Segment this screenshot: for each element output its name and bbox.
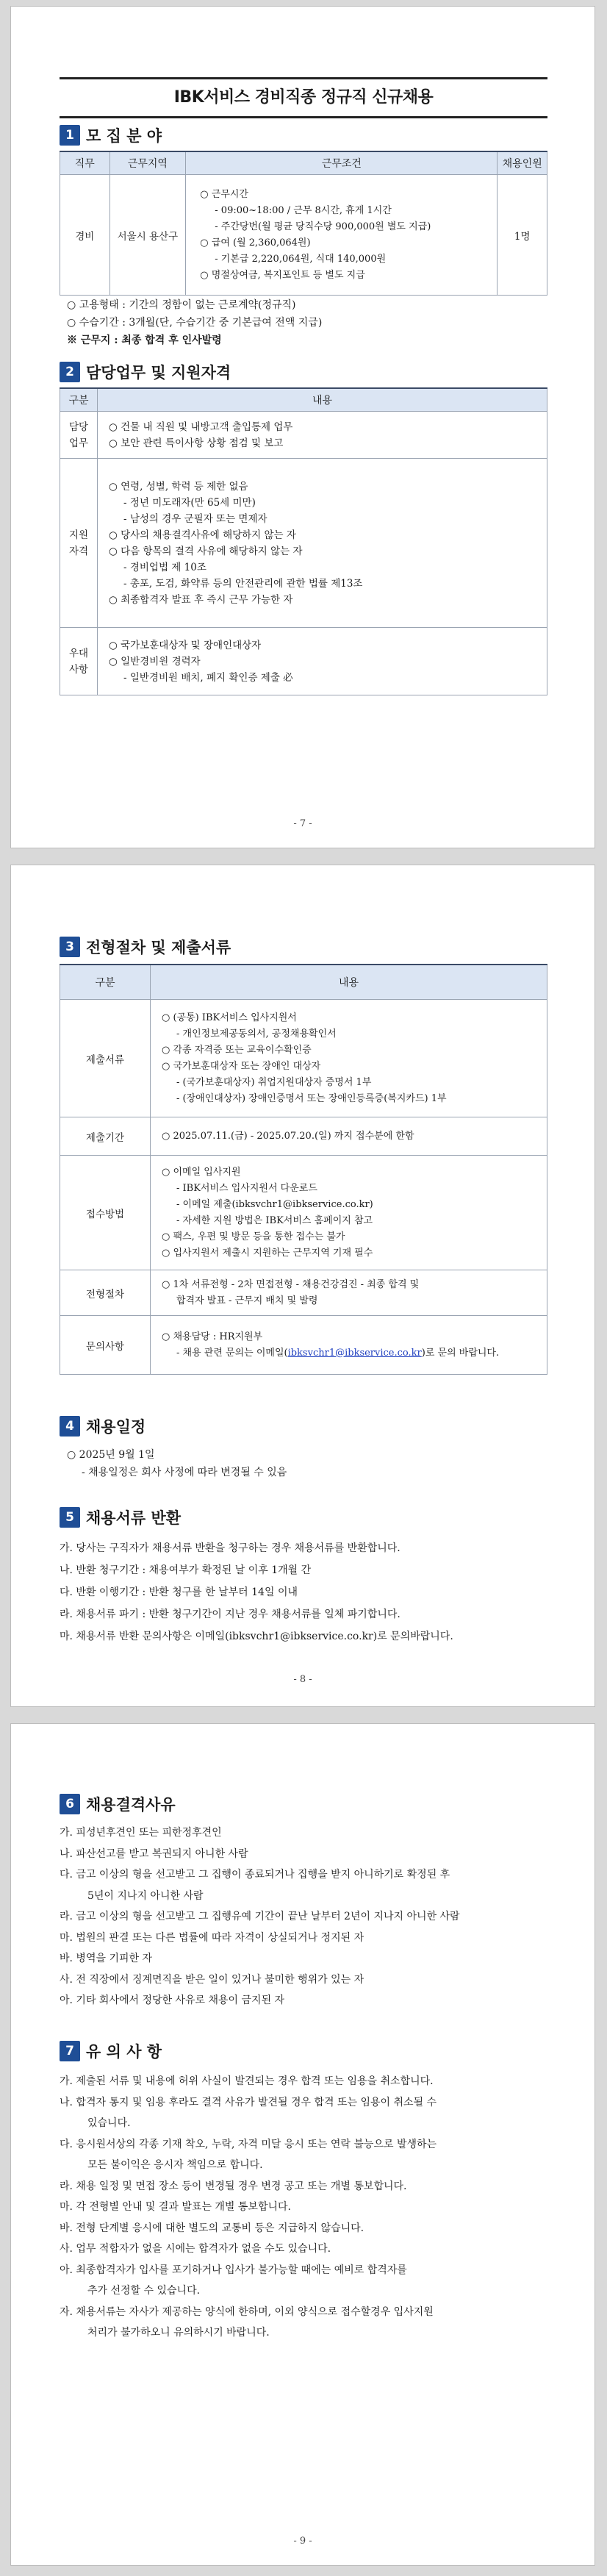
- qualification-line: - 총포, 도검, 화약류 등의 안전관리에 관한 법률 제13조: [123, 577, 363, 590]
- table-header: 구분: [60, 965, 151, 1000]
- content-line: ○ 1차 서류전형 - 2차 면접전형 - 채용건강검진 - 최종 합격 및: [162, 1278, 420, 1290]
- document-page-9: [10, 1723, 595, 2566]
- section-number-badge: 2: [60, 362, 80, 382]
- job-cell: 경비: [60, 175, 110, 296]
- list-item: 가. 제출된 서류 및 내용에 허위 사실이 발견되는 경우 합격 또는 임용을 취소합니다.: [60, 2075, 434, 2087]
- section-heading-document-return: [60, 1505, 181, 1530]
- list-item: 라. 채용 일정 및 면접 장소 등이 변경될 경우 변경 공고 또는 개별 통보합니다.: [60, 2180, 407, 2192]
- row-label: 제출기간: [60, 1117, 151, 1156]
- list-item: 나. 파산선고를 받고 복권되지 아니한 사람: [60, 1847, 248, 1860]
- duty-line: ○ 건물 내 직원 및 내방고객 출입통제 업무: [109, 421, 293, 433]
- page-number: - 8 -: [293, 1674, 312, 1685]
- schedule-line: ○ 2025년 9월 1일: [67, 1449, 155, 1461]
- preference-line: ○ 국가보훈대상자 및 장애인대상자: [109, 639, 262, 651]
- content-line: - 개인정보제공동의서, 공정채용확인서: [176, 1028, 337, 1040]
- table-header: 근무지역: [109, 151, 186, 175]
- qualification-label-cell: [60, 459, 98, 628]
- label-line: 사항: [68, 663, 89, 676]
- label-line: 지원: [68, 529, 89, 541]
- section-heading-recruit-field: [60, 123, 162, 148]
- content-line: ○ 각종 자격증 또는 교육이수확인증: [162, 1044, 312, 1056]
- row-label: 제출서류: [60, 1000, 151, 1117]
- section-number-badge: 3: [60, 937, 80, 957]
- document-title: IBK서비스 경비직종 정규직 신규채용: [60, 77, 547, 118]
- contact-email-link[interactable]: ibksvchr1@ibkservice.co.kr: [287, 1347, 422, 1359]
- section-title: 채용결격사유: [86, 1796, 176, 1814]
- table-header: 근무조건: [186, 151, 498, 175]
- qualification-line: ○ 당사의 채용결격사유에 해당하지 않는 자: [109, 529, 296, 541]
- content-line: - 자세한 지원 방법은 IBK서비스 홈페이지 참고: [176, 1214, 373, 1226]
- conditions-cell: [186, 175, 498, 296]
- list-item: 사. 전 직장에서 징계면직을 받은 일이 있거나 불미한 행위가 있는 자: [60, 1973, 364, 1986]
- headcount-cell: 1명: [498, 175, 547, 296]
- document-return-list: [60, 1537, 552, 1647]
- section-title: 채용일정: [86, 1418, 146, 1436]
- qualification-content-cell: [98, 459, 547, 628]
- content-line: ○ 2025.07.11.(금) - 2025.07.20.(일) 까지 접수분에 한함: [162, 1130, 414, 1142]
- list-item: 바. 병역을 기피한 자: [60, 1953, 152, 1964]
- list-item: 사. 업무 적합자가 없을 시에는 합격자가 없을 수도 있습니다.: [60, 2243, 331, 2255]
- process-documents-table: [60, 964, 547, 1375]
- duty-content-cell: [98, 412, 547, 459]
- condition-line: - 주간당번(월 평균 당직수당 900,000원 별도 지급): [215, 221, 431, 232]
- preference-line: - 일반경비원 배치, 폐지 확인증 제출 必: [123, 671, 293, 684]
- condition-line: - 09:00~18:00 / 근무 8시간, 휴게 1시간: [215, 204, 392, 216]
- qualification-line: ○ 연령, 성별, 학력 등 제한 없음: [109, 480, 248, 493]
- section-title: 담당업무 및 지원자격: [86, 364, 231, 382]
- section-heading-disqualification: [60, 1792, 176, 1817]
- table-header: 내용: [151, 965, 547, 1000]
- content-line: - (장애인대상자) 장애인증명서 또는 장애인등록증(복지카드) 1부: [176, 1092, 447, 1104]
- qualification-line: ○ 최종합격자 발표 후 즉시 근무 가능한 자: [109, 593, 293, 606]
- list-item: 나. 반환 청구기간 : 채용여부가 확정된 날 이후 1개월 간: [60, 1564, 312, 1576]
- row-content: [151, 1270, 547, 1316]
- content-line: ○ 이메일 입사지원: [162, 1166, 241, 1178]
- content-line: ○ 채용담당 : HR지원부: [162, 1331, 263, 1342]
- condition-line: ○ 급여 (월 2,360,064원): [200, 237, 311, 248]
- page-number: - 9 -: [293, 2536, 312, 2547]
- row-content: [151, 1000, 547, 1117]
- content-line: 합격자 발표 - 근무지 배치 및 발령: [176, 1295, 318, 1306]
- qualification-line: ○ 다음 항목의 결격 사유에 해당하지 않는 자: [109, 545, 303, 557]
- section-heading-duty-qualification: [60, 359, 231, 384]
- document-page-7: [10, 6, 595, 848]
- section-title: 모 집 분 야: [86, 127, 162, 145]
- duty-line: ○ 보안 관련 특이사항 상황 점검 및 보고: [109, 437, 284, 449]
- row-label: 접수방법: [60, 1156, 151, 1270]
- list-item: 다. 응시원서상의 각종 기재 착오, 누락, 자격 미달 응시 또는 연락 불능으로 발생하는: [60, 2138, 437, 2150]
- list-item: 바. 전형 단계별 응시에 대한 별도의 교통비 등은 지급하지 않습니다.: [60, 2222, 364, 2234]
- note-line: ○ 수습기간 : 3개월(단, 수습기간 중 기본급여 전액 지급): [67, 317, 323, 329]
- label-line: 우대: [68, 647, 89, 659]
- content-line: ○ (공통) IBK서비스 입사지원서: [162, 1012, 297, 1023]
- table-header: 직무: [60, 151, 110, 175]
- list-item: 자. 채용서류는 자사가 제공하는 양식에 한하며, 이외 양식으로 접수할경우 입사지원: [60, 2305, 434, 2318]
- row-content: [151, 1117, 547, 1156]
- list-item: 다. 반환 이행기간 : 반환 청구를 한 날부터 14일 이내: [60, 1586, 298, 1598]
- qualification-line: - 남성의 경우 군필자 또는 면제자: [123, 512, 267, 525]
- disqualification-list: [60, 1822, 559, 2011]
- section-title: 채용서류 반환: [86, 1509, 182, 1527]
- note-line: ※ 근무지 : 최종 합격 후 인사발령: [67, 334, 222, 346]
- schedule-block: [67, 1446, 545, 1481]
- row-label: 전형절차: [60, 1270, 151, 1316]
- list-item: 나. 합격자 통지 및 임용 후라도 결격 사유가 발견될 경우 합격 또는 임용이 취소될 수: [60, 2096, 437, 2108]
- contact-suffix: )로 문의 바랍니다.: [421, 1347, 500, 1359]
- note-line: ○ 고용형태 : 기간의 정함이 없는 근로계약(정규직): [67, 299, 296, 311]
- document-page-8: [10, 865, 595, 1707]
- contact-line: [162, 1345, 546, 1362]
- condition-line: - 기본급 2,220,064원, 식대 140,000원: [215, 253, 387, 265]
- contact-prefix: - 채용 관련 문의는 이메일(: [176, 1347, 288, 1359]
- duty-qualification-table: [60, 387, 547, 695]
- qualification-line: - 경비업법 제 10조: [123, 561, 206, 573]
- preference-line: ○ 일반경비원 경력자: [109, 655, 201, 668]
- row-label: 문의사항: [60, 1316, 151, 1375]
- row-content: [151, 1156, 547, 1270]
- list-item: 아. 기타 회사에서 정당한 사유로 채용이 금지된 자: [60, 1994, 285, 2006]
- label-line: 업무: [68, 437, 89, 449]
- content-line: ○ 국가보훈대상자 또는 장애인 대상자: [162, 1060, 321, 1072]
- preference-label-cell: [60, 628, 98, 695]
- page-number: - 7 -: [293, 818, 312, 829]
- qualification-line: - 정년 미도래자(만 65세 미만): [123, 496, 256, 509]
- list-item: 마. 법원의 판결 또는 다른 법률에 따라 자격이 상실되거나 정지된 자: [60, 1931, 364, 1944]
- table-header: 구분: [60, 388, 98, 412]
- list-item-continuation: 있습니다.: [87, 2117, 131, 2129]
- list-item: 마. 채용서류 반환 문의사항은 이메일(ibksvchr1@ibkservice.co.kr)로 문의바랍니다.: [60, 1631, 453, 1642]
- section-title: 전형절차 및 제출서류: [86, 939, 231, 956]
- list-item: 가. 피성년후견인 또는 피한정후견인: [60, 1827, 222, 1839]
- list-item: 라. 채용서류 파기 : 반환 청구기간이 지난 경우 채용서류를 일체 파기합니다.: [60, 1609, 401, 1620]
- section-title: 유 의 사 항: [86, 2043, 162, 2061]
- content-line: - IBK서비스 입사지원서 다운로드: [176, 1182, 317, 1194]
- recruit-field-table: [60, 151, 547, 296]
- section-heading-schedule: [60, 1414, 146, 1439]
- list-item-continuation: 처리가 불가하오니 유의하시기 바랍니다.: [87, 2327, 270, 2339]
- employment-notes: [67, 296, 545, 349]
- notices-list: [60, 2071, 559, 2344]
- row-content: [151, 1316, 547, 1375]
- region-cell: 서울시 용산구: [109, 175, 186, 296]
- list-item-continuation: 추가 선정할 수 있습니다.: [87, 2285, 201, 2297]
- list-item-continuation: 5년이 지나지 아니한 사람: [87, 1889, 204, 1902]
- label-line: 자격: [68, 545, 89, 557]
- list-item: 마. 각 전형별 안내 및 결과 발표는 개별 통보합니다.: [60, 2201, 291, 2213]
- content-line: - (국가보훈대상자) 취업지원대상자 증명서 1부: [176, 1076, 372, 1088]
- section-number-badge: 6: [60, 1794, 80, 1814]
- condition-line: ○ 명절상여금, 복지포인트 등 별도 지급: [200, 269, 365, 281]
- table-header: 내용: [98, 388, 547, 412]
- section-number-badge: 7: [60, 2041, 80, 2061]
- label-line: 담당: [68, 421, 89, 433]
- condition-line: ○ 근무시간: [200, 188, 248, 200]
- list-item: 다. 금고 이상의 형을 선고받고 그 집행이 종료되거나 집행을 받지 아니하기로 확정된 후: [60, 1869, 450, 1881]
- table-header: 채용인원: [498, 151, 547, 175]
- list-item: 아. 최종합격자가 입사를 포기하거나 입사가 불가능할 때에는 예비로 합격자를: [60, 2264, 407, 2276]
- section-number-badge: 1: [60, 125, 80, 146]
- duty-label-cell: [60, 412, 98, 459]
- content-line: - 이메일 제출(ibksvchr1@ibkservice.co.kr): [176, 1198, 373, 1210]
- content-line: ○ 입사지원서 제출시 지원하는 근무지역 기재 필수: [162, 1247, 373, 1259]
- section-heading-notices: [60, 2039, 162, 2064]
- section-number-badge: 4: [60, 1416, 80, 1437]
- section-number-badge: 5: [60, 1507, 80, 1528]
- schedule-line: - 채용일정은 회사 사정에 따라 변경될 수 있음: [82, 1467, 287, 1478]
- preference-content-cell: [98, 628, 547, 695]
- list-item: 가. 당사는 구직자가 채용서류 반환을 청구하는 경우 채용서류를 반환합니다.: [60, 1542, 401, 1554]
- section-heading-process-documents: [60, 934, 231, 959]
- list-item: 라. 금고 이상의 형을 선고받고 그 집행유예 기간이 끝난 날부터 2년이 지나지 아니한 사람: [60, 1911, 460, 1922]
- list-item-continuation: 모든 불이익은 응시자 책임으로 합니다.: [87, 2159, 263, 2171]
- content-line: ○ 팩스, 우편 및 방문 등을 통한 접수는 불가: [162, 1231, 345, 1242]
